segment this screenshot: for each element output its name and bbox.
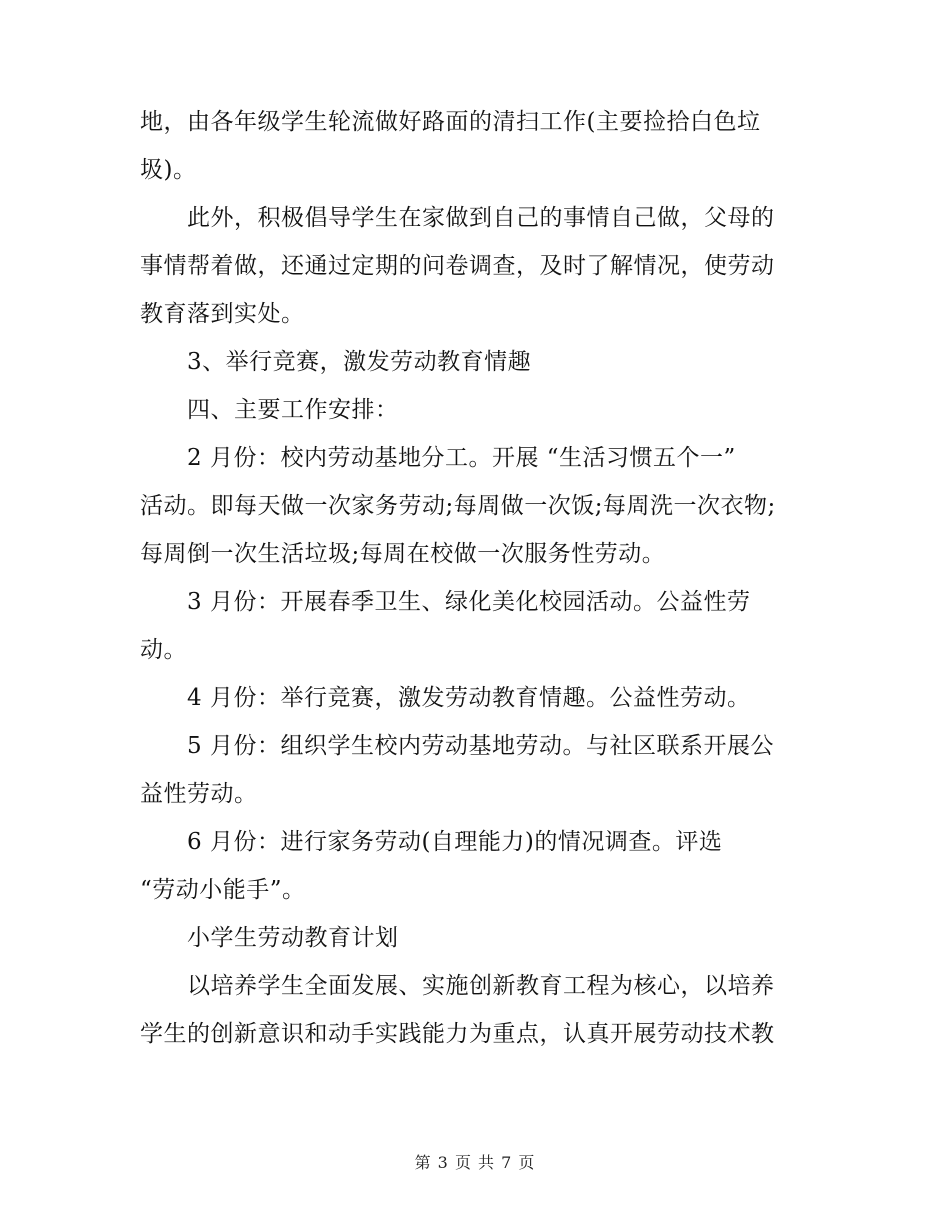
text-line: 教育落到实处。: [140, 301, 305, 327]
text-line: 此外，积极倡导学生在家做到自己的事情自己做，父母的: [187, 205, 775, 231]
section-heading: 3、举行竞赛，激发劳动教育情趣: [187, 349, 532, 375]
text-line: 2 月份：校内劳动基地分工。开展 “生活习惯五个一”: [187, 445, 736, 471]
text-line: 每周倒一次生活垃圾;每周在校做一次服务性劳动。: [140, 541, 666, 567]
text-line: 3 月份：开展春季卫生、绿化美化校园活动。公益性劳: [187, 589, 751, 615]
text-line: 以培养学生全面发展、实施创新教育工程为核心，以培养: [187, 973, 775, 999]
text-line: 圾)。: [140, 157, 197, 183]
text-line: “劳动小能手”。: [140, 877, 306, 903]
text-line: 5 月份：组织学生校内劳动基地劳动。与社区联系开展公: [187, 733, 774, 759]
text-line: 益性劳动。: [140, 781, 258, 807]
page-number-footer: 第 3 页 共 7 页: [414, 1153, 536, 1172]
text-line: 学生的创新意识和动手实践能力为重点，认真开展劳动技术教: [140, 1021, 775, 1047]
text-line: 6 月份：进行家务劳动(自理能力)的情况调查。评选: [187, 829, 723, 855]
text-line: 活动。即每天做一次家务劳动;每周做一次饭;每周洗一次衣物;: [140, 493, 776, 519]
text-line: 地，由各年级学生轮流做好路面的清扫工作(主要捡拾白色垃: [140, 109, 761, 135]
text-line: 4 月份：举行竞赛，激发劳动教育情趣。公益性劳动。: [187, 685, 751, 711]
document-subtitle: 小学生劳动教育计划: [187, 925, 399, 951]
text-line: 事情帮着做，还通过定期的问卷调查，及时了解情况，使劳动: [140, 253, 775, 279]
section-heading: 四、主要工作安排：: [187, 397, 399, 423]
text-line: 动。: [140, 637, 187, 663]
